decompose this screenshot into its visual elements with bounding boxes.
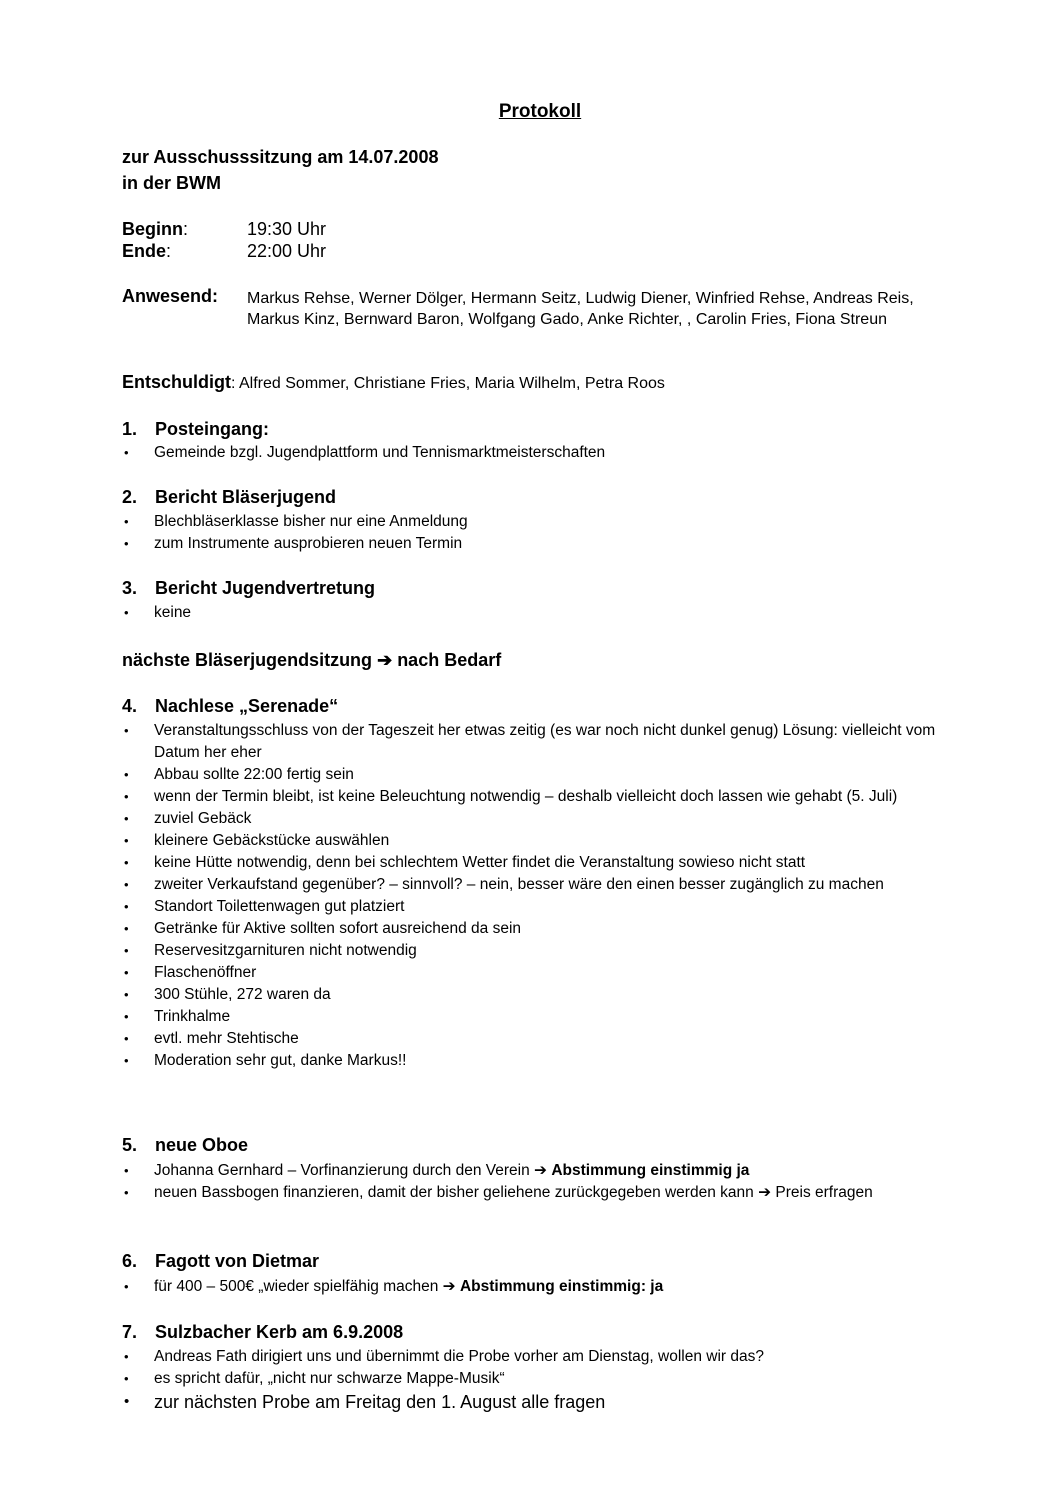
section-bericht-blaeserjugend: 2. Bericht Bläserjugend <box>122 487 337 507</box>
bullet-icon: • <box>124 1349 129 1364</box>
ende-value: 22:00 Uhr <box>247 241 327 261</box>
entschuldigt-label: Entschuldigt <box>122 372 231 392</box>
list-item: • zum Instrumente ausprobieren neuen Termin <box>122 533 952 555</box>
section-neue-oboe: 5. neue Oboe <box>122 1135 249 1155</box>
bullet-icon: • <box>124 1279 129 1294</box>
meeting-location: in der BWM <box>122 173 221 193</box>
list-nachlese-serenade <box>122 720 952 1072</box>
bullet-icon: • <box>124 1053 129 1068</box>
bullet-icon: • <box>124 723 129 738</box>
list-item: • kleinere Gebäckstücke auswählen <box>122 830 952 852</box>
list-item: • wenn der Termin bleibt, ist keine Beleuchtung notwendig – deshalb vielleicht doch lassen wie gehabt (5. Juli) <box>122 786 952 808</box>
list-item: • Johanna Gernhard – Vorfinanzierung durch den Verein ➔ Abstimmung einstimmig ja <box>122 1160 952 1182</box>
bullet-icon: • <box>124 1185 129 1200</box>
bullet-icon: • <box>124 877 129 892</box>
list-item: • 300 Stühle, 272 waren da <box>122 984 952 1006</box>
beginn-value: 19:30 Uhr <box>247 219 327 239</box>
entschuldigt-line <box>122 372 665 393</box>
list-posteingang <box>122 442 952 464</box>
list-item: • keine Hütte notwendig, denn bei schlechtem Wetter findet die Veranstaltung sowieso nicht statt <box>122 852 952 874</box>
list-item: • Flaschenöffner <box>122 962 952 984</box>
bullet-icon: • <box>124 536 129 551</box>
list-neue-oboe <box>122 1160 952 1204</box>
list-item: • zur nächsten Probe am Freitag den 1. August alle fragen <box>124 1392 606 1412</box>
section-nachlese-serenade: 4. Nachlese „Serenade“ <box>122 696 339 716</box>
bullet-icon: • <box>124 1163 129 1178</box>
list-item: • zweiter Verkaufstand gegenüber? – sinnvoll? – nein, besser wäre den einen besser zugänglich zu machen <box>122 874 952 896</box>
bullet-icon: • <box>124 789 129 804</box>
list-bericht-blaeserjugend <box>122 511 952 555</box>
list-bericht-jugendvertretung <box>122 602 952 624</box>
bullet-icon: • <box>124 767 129 782</box>
bullet-icon: • <box>124 921 129 936</box>
bullet-icon: • <box>124 1009 129 1024</box>
bullet-icon: • <box>124 445 129 460</box>
list-item: • Getränke für Aktive sollten sofort ausreichend da sein <box>122 918 952 940</box>
list-item: • Andreas Fath dirigiert uns und übernimmt die Probe vorher am Dienstag, wollen wir das? <box>122 1346 952 1368</box>
bullet-icon: • <box>124 965 129 980</box>
bullet-icon: • <box>124 987 129 1002</box>
list-item: • Trinkhalme <box>122 1006 952 1028</box>
section-fagott-von-dietmar: 6. Fagott von Dietmar <box>122 1251 320 1271</box>
list-item: • zuviel Gebäck <box>122 808 952 830</box>
bullet-icon: • <box>124 943 129 958</box>
list-sulzbacher-kerb <box>122 1346 952 1414</box>
arrow-right-icon: ➔ <box>758 1184 772 1201</box>
arrow-right-icon: ➔ <box>442 1278 456 1295</box>
list-item: • keine <box>122 602 952 624</box>
list-item: • Gemeinde bzgl. Jugendplattform und Tennismarktmeisterschaften <box>122 442 952 464</box>
list-item: • Reservesitzgarnituren nicht notwendig <box>122 940 952 962</box>
section-bericht-jugendvertretung: 3. Bericht Jugendvertretung <box>122 578 376 598</box>
list-item: • Abbau sollte 22:00 fertig sein <box>122 764 952 786</box>
document-title: Protokoll <box>498 101 582 122</box>
list-item: • für 400 – 500€ „wieder spielfähig machen ➔ Abstimmung einstimmig: ja <box>122 1276 952 1298</box>
meeting-subtitle: zur Ausschusssitzung am 14.07.2008 <box>122 147 439 167</box>
bullet-icon: • <box>124 1393 130 1410</box>
section-posteingang: 1. Posteingang: <box>122 419 270 439</box>
bullet-icon: • <box>124 899 129 914</box>
list-item: • evtl. mehr Stehtische <box>122 1028 952 1050</box>
list-item: • Standort Toilettenwagen gut platziert <box>122 896 952 918</box>
next-meeting-line: nächste Bläserjugendsitzung ➔ nach Bedarf <box>122 650 502 670</box>
list-item: • es spricht dafür, „nicht nur schwarze Mappe-Musik“ <box>122 1368 952 1390</box>
beginn-label: Beginn: <box>122 219 189 239</box>
list-item: • Moderation sehr gut, danke Markus!! <box>122 1050 952 1072</box>
list-fagott-von-dietmar <box>122 1276 952 1298</box>
arrow-right-icon: ➔ <box>377 650 393 670</box>
bullet-icon: • <box>124 605 129 620</box>
bullet-icon: • <box>124 1031 129 1046</box>
section-sulzbacher-kerb: 7. Sulzbacher Kerb am 6.9.2008 <box>122 1322 404 1342</box>
bullet-icon: • <box>124 833 129 848</box>
anwesend-list: Markus Rehse, Werner Dölger, Hermann Seitz, Ludwig Diener, Winfried Rehse, Andreas Reis, Markus Kinz, Bernward Baron, Wolfgang Gado, Anke Richter, , Carolin Fries, Fiona Streun <box>247 290 914 328</box>
list-item: • Veranstaltungsschluss von der Tageszeit her etwas zeitig (es war noch nicht dunkel genug) Lösung: vielleicht vom Datum her eher <box>124 722 936 761</box>
entschuldigt-names: : Alfred Sommer, Christiane Fries, Maria Wilhelm, Petra Roos <box>231 375 665 392</box>
list-item: • Blechbläserklasse bisher nur eine Anmeldung <box>122 511 952 533</box>
bullet-icon: • <box>124 811 129 826</box>
arrow-right-icon: ➔ <box>534 1162 548 1179</box>
list-item: • neuen Bassbogen finanzieren, damit der bisher geliehene zurückgegeben werden kann ➔ Preis erfragen <box>122 1182 952 1204</box>
bullet-icon: • <box>124 514 129 529</box>
anwesend-label: Anwesend: <box>122 286 219 306</box>
bullet-icon: • <box>124 1371 129 1386</box>
ende-label: Ende: <box>122 241 172 261</box>
bullet-icon: • <box>124 855 129 870</box>
